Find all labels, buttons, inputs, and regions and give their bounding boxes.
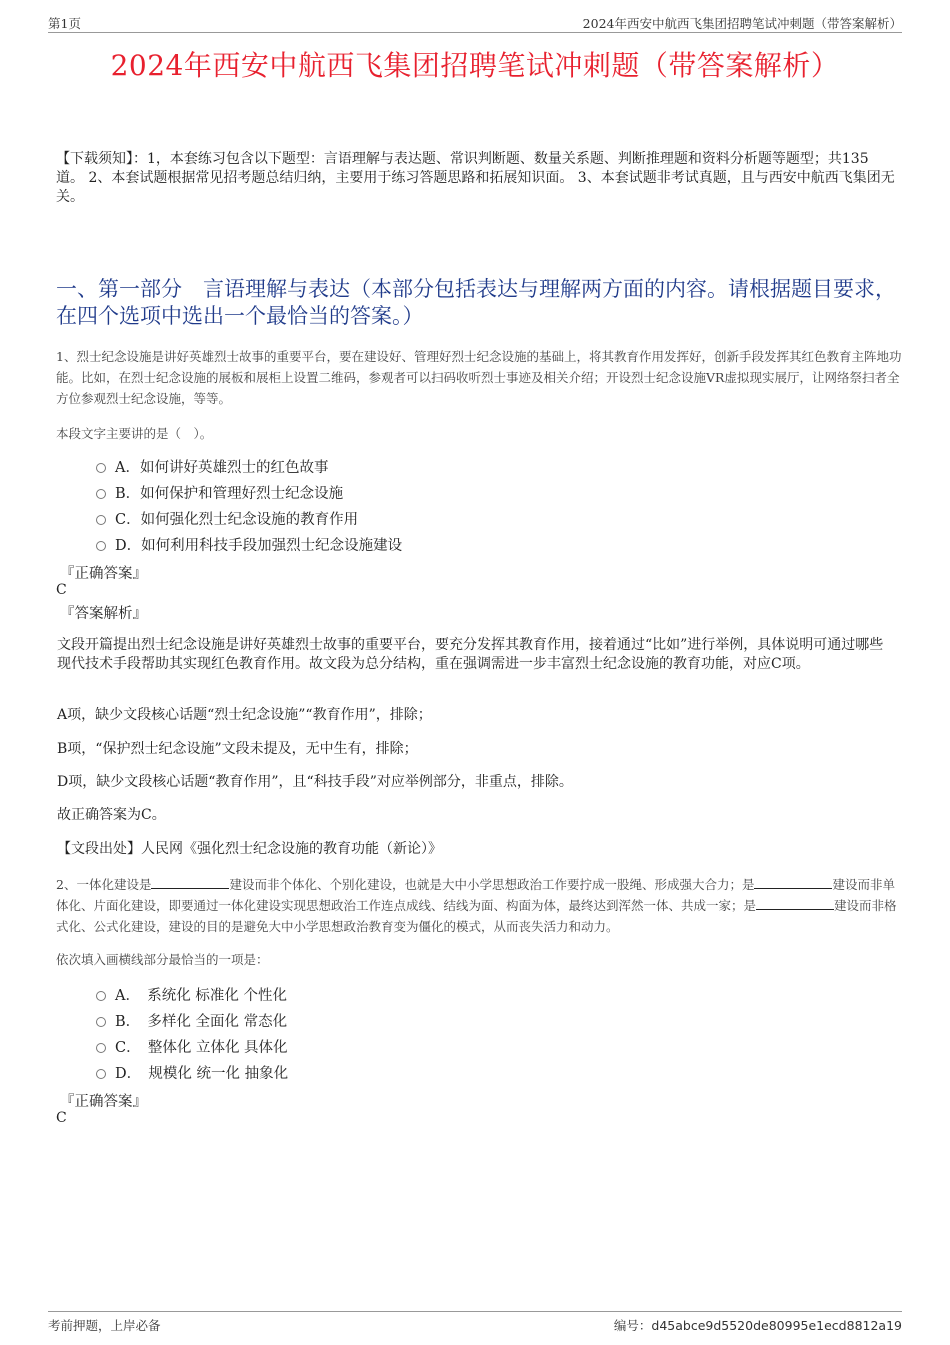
- section-heading: 一、第一部分 言语理解与表达（本部分包括表达与理解两方面的内容。请根据题目要求，在四个选项中选出一个最恰当的答案。）: [56, 277, 896, 328]
- page-header: [48, 14, 902, 33]
- fill-blank-3[interactable]: [756, 898, 834, 910]
- q1-option-a[interactable]: A．如何讲好英雄烈士的红色故事: [96, 456, 328, 477]
- q1-answer-label: 『正确答案』: [60, 566, 147, 582]
- footer-slogan: 考前押题，上岸必备: [48, 1318, 161, 1333]
- question-1-stem: 本段文字主要讲的是（ ）。: [56, 426, 213, 441]
- q1-source: 【文段出处】人民网《强化烈士纪念设施的教育功能（新论）》: [57, 841, 442, 857]
- q1-answer: C: [56, 582, 67, 598]
- radio-icon[interactable]: [96, 991, 106, 1001]
- download-notice: 【下载须知】：1，本套练习包含以下题型：言语理解与表达题、常识判断题、数量关系题、判断推理题和资料分析题等题型；共135道。 2、本套试题根据常见招考题总结归纳，主要用于练习答题思路和拓展知识面。 3、本套试题非考试真题，且与西安中航西飞集团无关。: [56, 151, 895, 205]
- question-2-text: 2、一体化建设是 建设而非个体化、个别化建设，也就是大中小学思想政治工作要拧成一股绳、形成强大合力；是 建设而非单体化、片面化建设，即要通过一体化建设实现思想政治工作连点成线、结线为面、构面为体，最终达到浑然一体、共成一家；是 建设而非格式化、公式化建设，建设的目的是避免大中小学思想政治教育变为僵化的模式，从而丧失活力和动力。: [56, 877, 897, 934]
- header-doc-title: 2024年西安中航西飞集团招聘笔试冲刺题（带答案解析）: [582, 16, 902, 31]
- q1-analysis-label: 『答案解析』: [60, 606, 147, 622]
- page-footer: [48, 1311, 902, 1335]
- q2-option-b[interactable]: B． 多样化 全面化 常态化: [96, 1010, 287, 1031]
- q2-answer: C: [56, 1110, 67, 1126]
- q1-conclusion: 故正确答案为C。: [57, 807, 166, 823]
- question-2-stem: 依次填入画横线部分最恰当的一项是：: [56, 952, 269, 967]
- radio-icon[interactable]: [96, 515, 106, 525]
- fill-blank-2[interactable]: [754, 877, 832, 889]
- q1-option-d-note: D项，缺少文段核心话题“教育作用”，且“科技手段”对应举例部分，非重点，排除。: [57, 774, 573, 790]
- q1-option-b[interactable]: B．如何保护和管理好烈士纪念设施: [96, 482, 343, 503]
- q1-option-d[interactable]: D．如何利用科技手段加强烈士纪念设施建设: [96, 534, 402, 555]
- radio-icon[interactable]: [96, 541, 106, 551]
- radio-icon[interactable]: [96, 489, 106, 499]
- q1-option-c[interactable]: C．如何强化烈士纪念设施的教育作用: [96, 508, 358, 529]
- q2-option-d[interactable]: D． 规模化 统一化 抽象化: [96, 1062, 288, 1083]
- q1-option-b-note: B项，“保护烈士纪念设施”文段未提及，无中生有，排除；: [57, 741, 418, 757]
- q1-analysis: 文段开篇提出烈士纪念设施是讲好英雄烈士故事的重要平台，要充分发挥其教育作用，接着通过“比如”进行举例，具体说明可通过哪些现代技术手段帮助其实现红色教育作用。故文段为总分结构，重在强调需进一步丰富烈士纪念设施的教育功能，对应C项。: [57, 637, 884, 672]
- document-code: 编号：d45abce9d5520de80995e1ecd8812a19: [613, 1318, 902, 1333]
- q2-option-a[interactable]: A． 系统化 标准化 个性化: [96, 984, 287, 1005]
- fill-blank-1[interactable]: [151, 877, 229, 889]
- document-title: 2024年西安中航西飞集团招聘笔试冲刺题（带答案解析）: [110, 49, 840, 82]
- page-number: 第1页: [48, 16, 81, 31]
- question-1-text: 1、烈士纪念设施是讲好英雄烈士故事的重要平台，要在建设好、管理好烈士纪念设施的基础上，将其教育作用发挥好，创新手段发挥其红色教育主阵地功能。比如，在烈士纪念设施的展板和展柜上设置二维码，参观者可以扫码收听烈士事迹及相关介绍；开设烈士纪念设施VR虚拟现实展厅，让网络祭扫者全方位参观烈士纪念设施，等等。: [56, 349, 902, 406]
- q2-option-c[interactable]: C． 整体化 立体化 具体化: [96, 1036, 288, 1057]
- q1-option-a-note: A项，缺少文段核心话题“烈士纪念设施”“教育作用”，排除；: [57, 707, 432, 723]
- radio-icon[interactable]: [96, 1069, 106, 1079]
- radio-icon[interactable]: [96, 463, 106, 473]
- radio-icon[interactable]: [96, 1043, 106, 1053]
- radio-icon[interactable]: [96, 1017, 106, 1027]
- q2-answer-label: 『正确答案』: [60, 1094, 147, 1110]
